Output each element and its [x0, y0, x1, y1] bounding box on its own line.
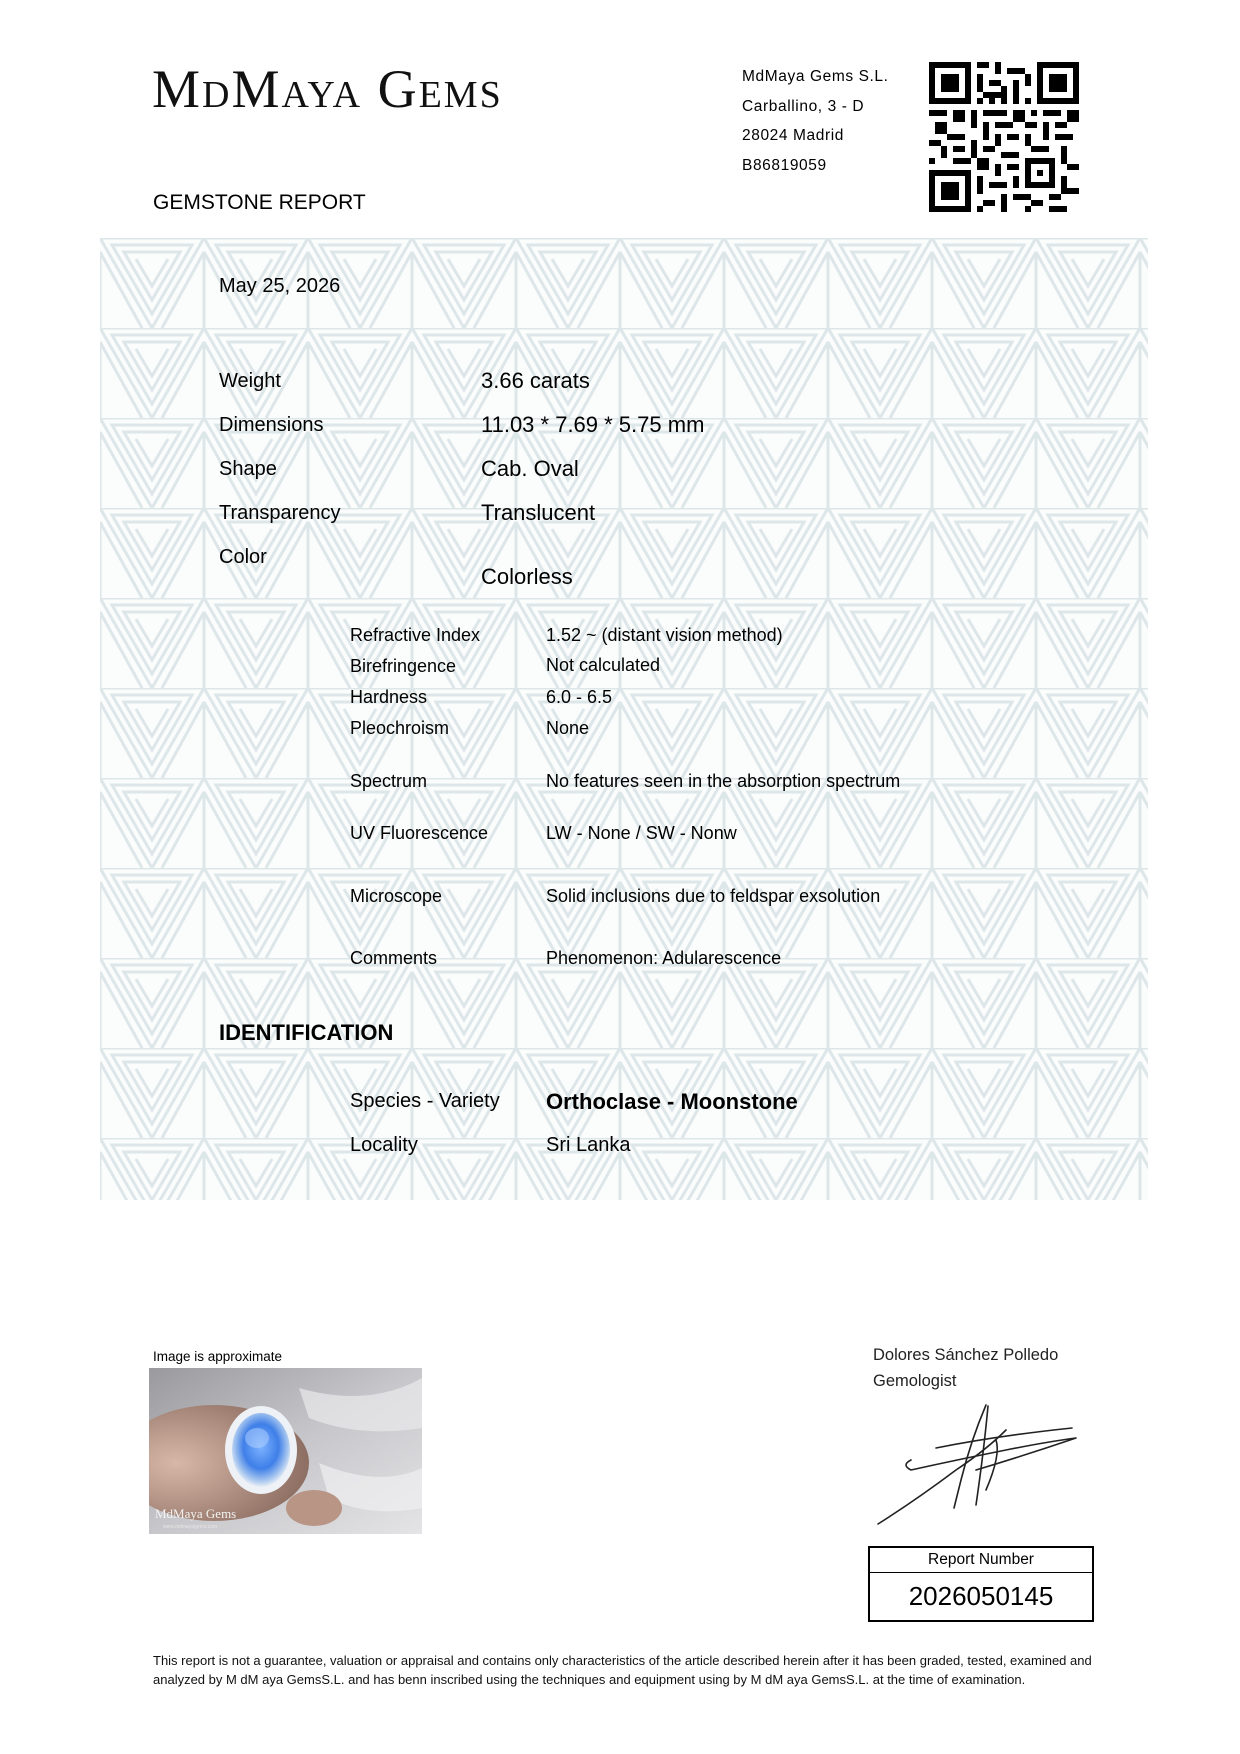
microscope-label: Microscope	[350, 886, 443, 906]
weight-value: 3.66 carats	[481, 368, 590, 393]
photo-watermark: MdMaya Gems	[155, 1506, 237, 1521]
gemologist-signature	[876, 1400, 1082, 1526]
transparency-value: Translucent	[481, 500, 596, 525]
image-caption: Image is approximate	[153, 1349, 283, 1364]
report-number-label: Report Number	[870, 1548, 1092, 1573]
hardness-value: 6.0 - 6.5	[546, 687, 613, 707]
refractive-index-value: 1.52 ~ (distant vision method)	[546, 625, 783, 645]
transparency-label: Transparency	[219, 502, 341, 524]
dimensions-label: Dimensions	[219, 414, 324, 436]
company-logo: MdMaya Gems	[152, 59, 503, 119]
color-value: Colorless	[481, 564, 573, 589]
report-date: May 25, 2026	[219, 275, 341, 297]
birefringence-value: Not calculated	[546, 655, 661, 675]
species-value: Orthoclase - Moonstone	[546, 1089, 798, 1114]
company-address	[742, 62, 889, 180]
locality-value: Sri Lanka	[546, 1134, 631, 1156]
gemologist-name: Dolores Sánchez Polledo	[873, 1346, 1059, 1364]
shape-label: Shape	[219, 458, 277, 480]
spectrum-label: Spectrum	[350, 771, 428, 791]
hardness-label: Hardness	[350, 687, 428, 707]
color-label: Color	[219, 546, 267, 568]
dimensions-value: 11.03 * 7.69 * 5.75 mm	[481, 412, 705, 437]
weight-label: Weight	[219, 370, 281, 392]
report-title: GEMSTONE REPORT	[153, 191, 366, 214]
company-street: Carballino, 3 - D	[742, 97, 865, 115]
locality-label: Locality	[350, 1134, 418, 1156]
photo-watermark-url: www.mdmayagems.com	[163, 1524, 218, 1530]
report-number-value: 2026050145	[908, 1581, 1054, 1611]
report-number-box	[868, 1546, 1094, 1622]
gemstone-photo	[149, 1368, 422, 1534]
shape-value: Cab. Oval	[481, 456, 579, 481]
comments-label: Comments	[350, 948, 438, 968]
company-name: MdMaya Gems S.L.	[742, 68, 889, 85]
microscope-value: Solid inclusions due to feldspar exsolution	[546, 886, 881, 906]
comments-value: Phenomenon: Adularescence	[546, 948, 782, 968]
company-city: 28024 Madrid	[742, 127, 844, 144]
pleochroism-value: None	[546, 718, 590, 738]
gemologist-role: Gemologist	[873, 1372, 957, 1390]
birefringence-label: Birefringence	[350, 656, 457, 676]
species-label: Species - Variety	[350, 1090, 500, 1112]
spectrum-value: No features seen in the absorption spectrum	[546, 771, 901, 791]
qr-code-icon	[928, 62, 1080, 212]
company-tax-id: B86819059	[742, 156, 827, 174]
uv-fluorescence-value: LW - None / SW - Nonw	[546, 823, 737, 843]
disclaimer-text: This report is not a guarantee, valuation or appraisal and contains only characteristics of the article described herein after it has been graded, tested, examined and analyzed by M dM aya GemsS.L. and has benn inscribed using the techniques and equipment using by M dM aya GemsS.L. at the time of examination.	[153, 1653, 1092, 1687]
identification-heading: IDENTIFICATION	[219, 1020, 394, 1045]
uv-fluorescence-label: UV Fluorescence	[350, 823, 489, 843]
refractive-index-label: Refractive Index	[350, 625, 481, 645]
pleochroism-label: Pleochroism	[350, 718, 450, 738]
